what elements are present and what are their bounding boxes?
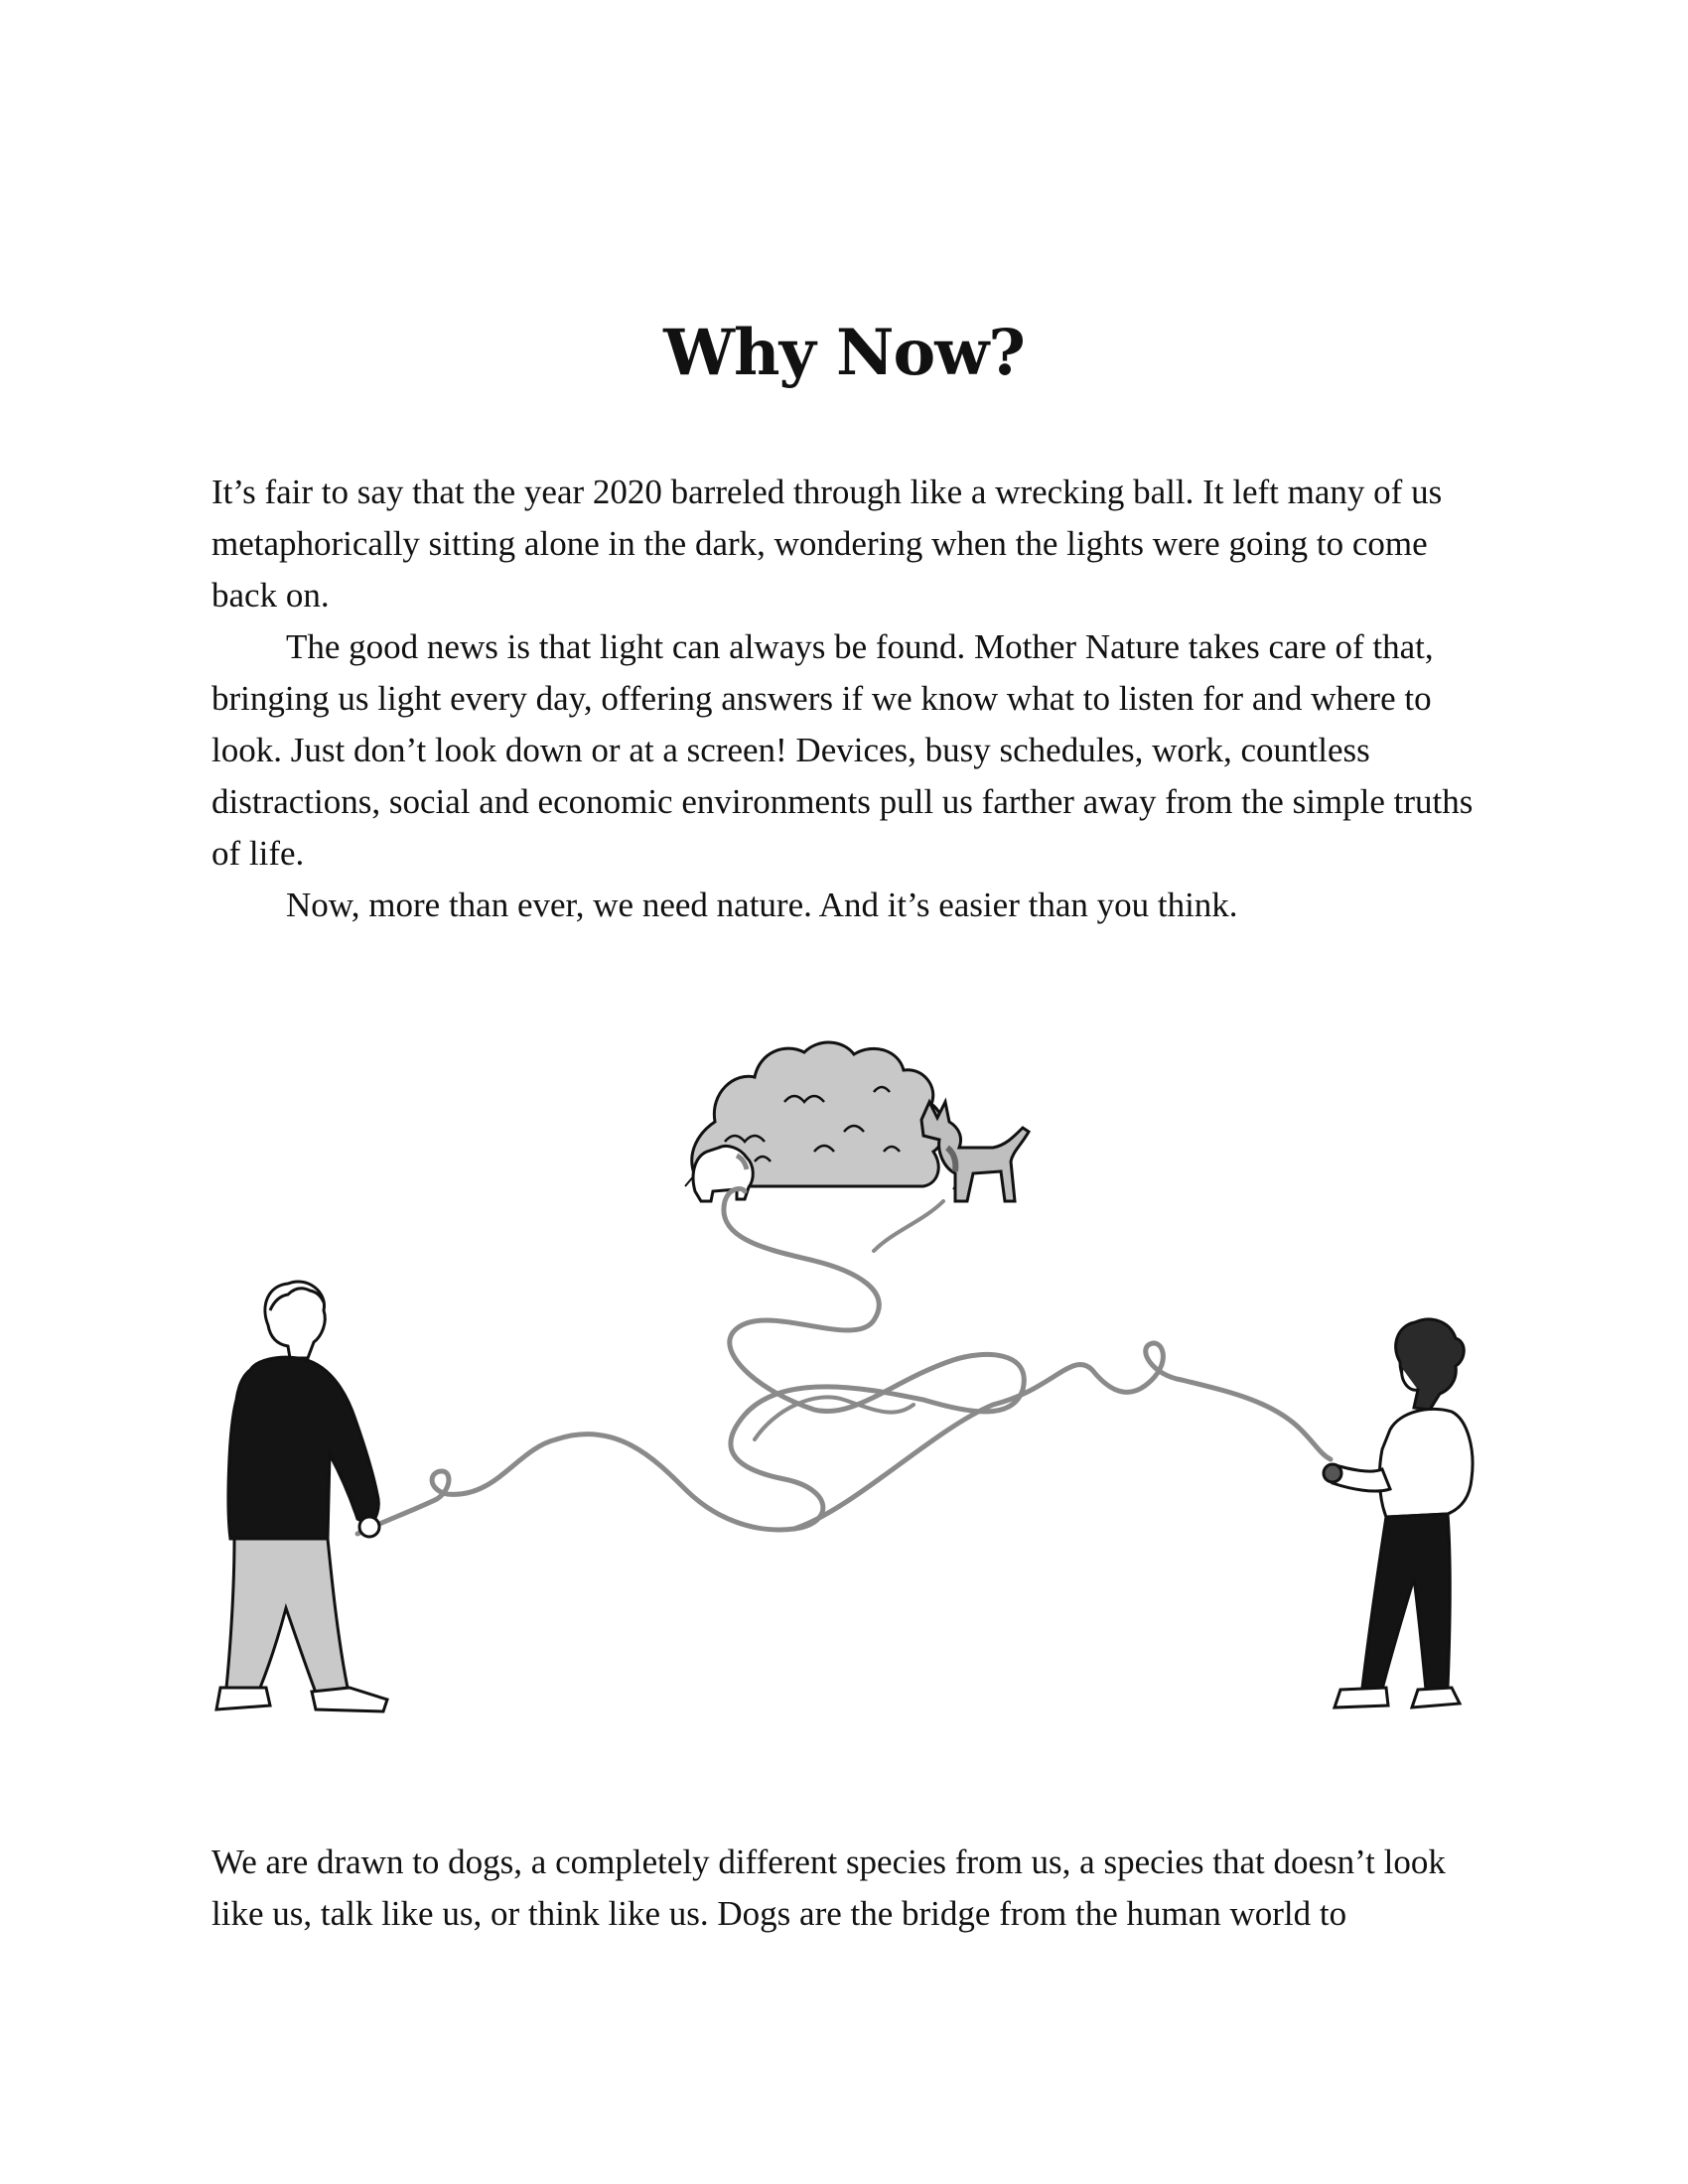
dog-icon bbox=[921, 1102, 1029, 1201]
dog-walkers-illustration bbox=[0, 953, 1688, 1787]
body-text-bottom bbox=[211, 1837, 1482, 1940]
paragraph-2: The good news is that light can always be found. Mother Nature takes care of that, bringing us light every day, offering answers if we know what to listen for and where to look. Just don’t look down or at a screen! Devices, busy schedules, work, countless distractions, social and economic environments pull us farther away from the simple truths of life. bbox=[211, 627, 1474, 873]
page-title: Why Now? bbox=[663, 316, 1025, 390]
paragraph-1: It’s fair to say that the year 2020 barreled through like a wrecking ball. It left many of us metaphorically sitting alone in the dark, wondering when the lights were going to come back on. bbox=[211, 473, 1443, 614]
paragraph-4: We are drawn to dogs, a completely different species from us, a species that doesn’t look like us, talk like us, or think like us. Dogs are the bridge from the human world to bbox=[211, 1843, 1446, 1933]
leash-icon bbox=[357, 1188, 1024, 1534]
man-walker-icon bbox=[216, 1282, 387, 1711]
woman-walker-icon bbox=[1324, 1319, 1473, 1707]
leash-icon bbox=[794, 1343, 1331, 1529]
body-text-top bbox=[211, 467, 1482, 931]
paragraph-3: Now, more than ever, we need nature. And it’s easier than you think. bbox=[286, 886, 1238, 924]
